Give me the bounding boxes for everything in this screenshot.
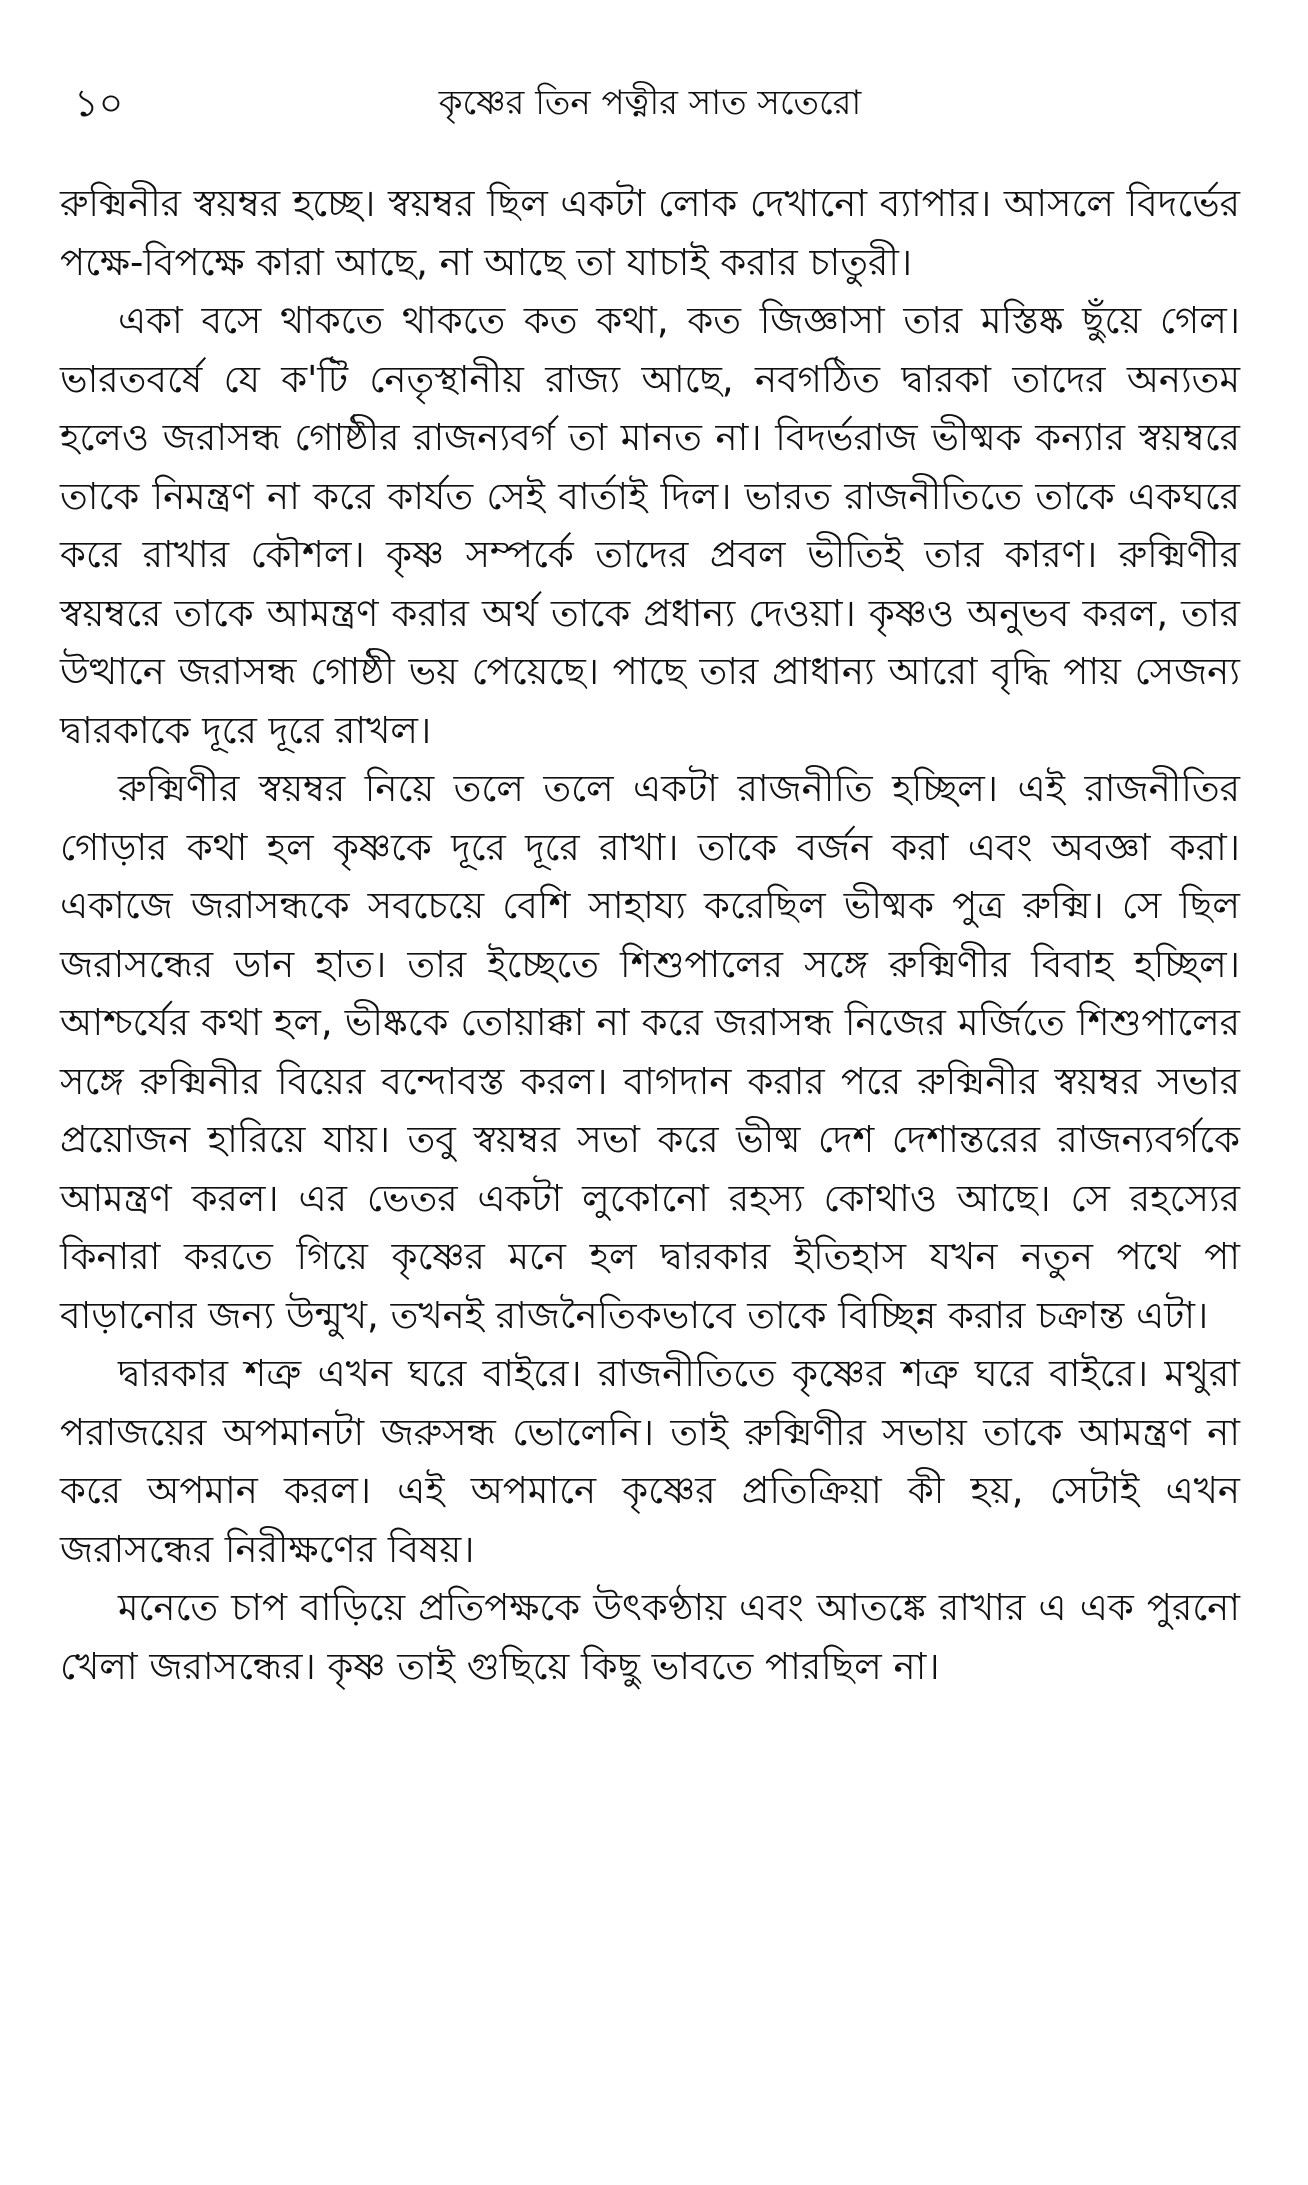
page-header	[60, 72, 1240, 142]
running-title: কৃষ্ণের তিন পত্নীর সাত সতেরো	[438, 83, 862, 123]
paragraph: রুক্মিণীর স্বয়ম্বর নিয়ে তলে তলে একটা রাজনীতি হচ্ছিল। এই রাজনীতির গোড়ার কথা হল কৃষ্ণকে দূরে দূরে রাখা। তাকে বর্জন করা এবং অবজ্ঞা করা। একাজে জরাসন্ধকে সবচেয়ে বেশি সাহায্য করেছিল ভীষ্মক পুত্র রুক্মি। সে ছিল জরাসন্ধের ডান হাত। তার ইচ্ছেতে শিশুপালের সঙ্গে রুক্মিণীর বিবাহ হচ্ছিল। আশ্চর্যের কথা হল, ভীষ্ককে তোয়াক্কা না করে জরাসন্ধ নিজের মর্জিতে শিশুপালের সঙ্গে রুক্মিনীর বিয়ের বন্দোবস্ত করল। বাগদান করার পরে রুক্মিনীর স্বয়ম্বর সভার প্রয়োজন হারিয়ে যায়। তবু স্বয়ম্বর সভা করে ভীষ্ম দেশ দেশান্তরের রাজন্যবর্গকে আমন্ত্রণ করল। এর ভেতর একটা লুকোনো রহস্য কোথাও আছে। সে রহস্যের কিনারা করতে গিয়ে কৃষ্ণের মনে হল দ্বারকার ইতিহাস যখন নতুন পথে পা বাড়ানোর জন্য উন্মুখ, তখনই রাজনৈতিকভাবে তাকে বিচ্ছিন্ন করার চক্রান্ত এটা।	[60, 767, 1240, 1337]
paragraph: রুক্মিনীর স্বয়ম্বর হচ্ছে। স্বয়ম্বর ছিল একটা লোক দেখানো ব্যাপার। আসলে বিদর্ভের পক্ষে-বিপক্ষে কারা আছে, না আছে তা যাচাই করার চাতুরী।	[60, 182, 1240, 284]
paragraph: মনেতে চাপ বাড়িয়ে প্রতিপক্ষকে উৎকণ্ঠায় এবং আতঙ্কে রাখার এ এক পুরনো খেলা জরাসন্ধের। কৃষ্ণ তাই গুছিয়ে কিছু ভাবতে পারছিল না।	[60, 1586, 1240, 1688]
page-number: ১০	[74, 81, 124, 125]
paragraph: একা বসে থাকতে থাকতে কত কথা, কত জিজ্ঞাসা তার মস্তিষ্ক ছুঁয়ে গেল। ভারতবর্ষে যে ক'টি নেতৃস্থানীয় রাজ্য আছে, নবগঠিত দ্বারকা তাদের অন্যতম হলেও জরাসন্ধ গোষ্ঠীর রাজন্যবর্গ তা মানত না। বিদর্ভরাজ ভীষ্মক কন্যার স্বয়ম্বরে তাকে নিমন্ত্রণ না করে কার্যত সেই বার্তাই দিল। ভারত রাজনীতিতে তাকে একঘরে করে রাখার কৌশল। কৃষ্ণ সম্পর্কে তাদের প্রবল ভীতিই তার কারণ। রুক্মিণীর স্বয়ম্বরে তাকে আমন্ত্রণ করার অর্থ তাকে প্রধান্য দেওয়া। কৃষ্ণও অনুভব করল, তার উত্থানে জরাসন্ধ গোষ্ঠী ভয় পেয়েছে। পাছে তার প্রাধান্য আরো বৃদ্ধি পায় সেজন্য দ্বারকাকে দূরে দূরে রাখল।	[60, 299, 1240, 752]
paragraph: দ্বারকার শত্রু এখন ঘরে বাইরে। রাজনীতিতে কৃষ্ণের শত্রু ঘরে বাইরে। মথুরা পরাজয়ের অপমানটা জরুসন্ধ ভোলেনি। তাই রুক্মিণীর সভায় তাকে আমন্ত্রণ না করে অপমান করল। এই অপমানে কৃষ্ণের প্রতিক্রিয়া কী হয়, সেটাই এখন জরাসন্ধের নিরীক্ষণের বিষয়।	[60, 1352, 1240, 1571]
body-text	[60, 175, 1240, 1696]
